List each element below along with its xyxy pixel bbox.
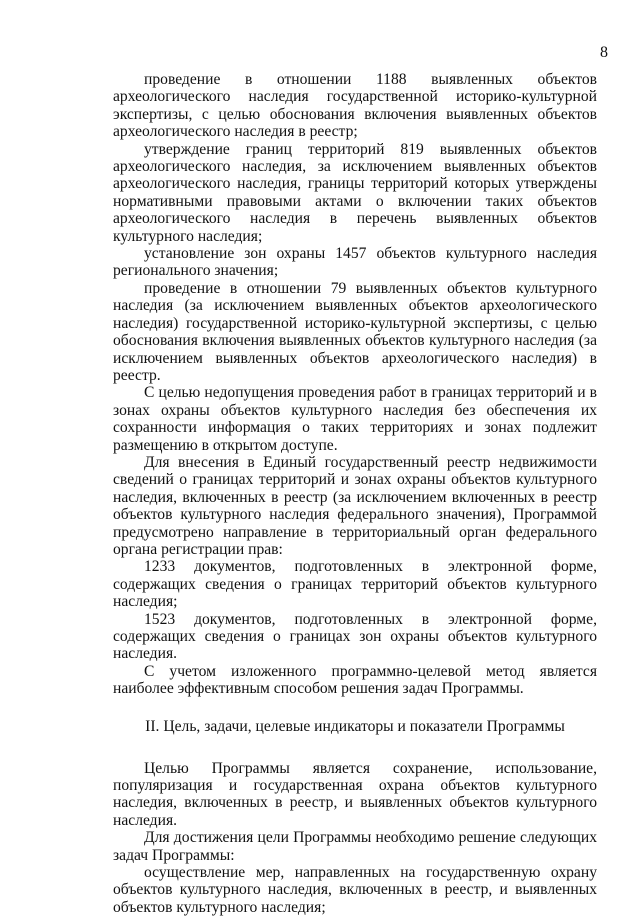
paragraph: проведение в отношении 79 выявленных объектов культурного наследия (за исключением выявленных объектов археологического наследия) государственной историко-культурной экспертизы, с целью обоснования включения выявленных объектов культурного наследия (за исключением выявленных объектов археологического наследия) в реестр. — [113, 279, 597, 384]
paragraph: осуществление мер, направленных на государственную охрану объектов культурного наследия, включенных в реестр, и выявленных объектов культурного наследия; — [113, 864, 597, 916]
paragraph: Для внесения в Единый государственный реестр недвижимости сведений о границах территорий и зонах охраны объектов культурного наследия, включенных в реестр (за исключением включенных в реестр объектов культурного наследия федерального значения), Программой предусмотрено направление в территориальный орган федерального органа регистрации прав: — [113, 453, 597, 558]
paragraph: утверждение границ территорий 819 выявленных объектов археологического наследия, за исключением выявленных объектов археологического наследия, границы территорий которых утверждены нормативными правовыми актами о включении таких объектов археологического наследия в перечень выявленных объектов культурного наследия; — [113, 140, 597, 245]
paragraph: С учетом изложенного программно-целевой метод является наиболее эффективным способом решения задач Программы. — [113, 662, 597, 698]
paragraph: проведение в отношении 1188 выявленных объектов археологического наследия государственной историко-культурной экспертизы, с целью обоснования включения выявленных объектов археологического наследия в реестр; — [113, 71, 597, 141]
paragraph: установление зон охраны 1457 объектов культурного наследия регионального значения; — [113, 245, 597, 280]
paragraph: 1233 документов, подготовленных в электронной форме, содержащих сведения о границах территорий объектов культурного наследия; — [113, 558, 597, 611]
paragraph: Целью Программы является сохранение, использование, популяризация и государственная охрана объектов культурного наследия, включенных в реестр, и выявленных объектов культурного наследия. — [113, 759, 597, 829]
page-number: 8 — [600, 44, 608, 61]
document-body — [113, 71, 597, 916]
section-heading: II. Цель, задачи, целевые индикаторы и показатели Программы — [145, 717, 565, 735]
paragraph: Для достижения цели Программы необходимо решение следующих задач Программы: — [113, 829, 597, 864]
paragraph: 1523 документов, подготовленных в электронной форме, содержащих сведения о границах зон охраны объектов культурного наследия. — [113, 610, 597, 663]
paragraph: С целью недопущения проведения работ в границах территорий и в зонах охраны объектов культурного наследия без обеспечения их сохранности информация о таких территориях и зонах подлежит размещению в открытом доступе. — [113, 384, 597, 454]
